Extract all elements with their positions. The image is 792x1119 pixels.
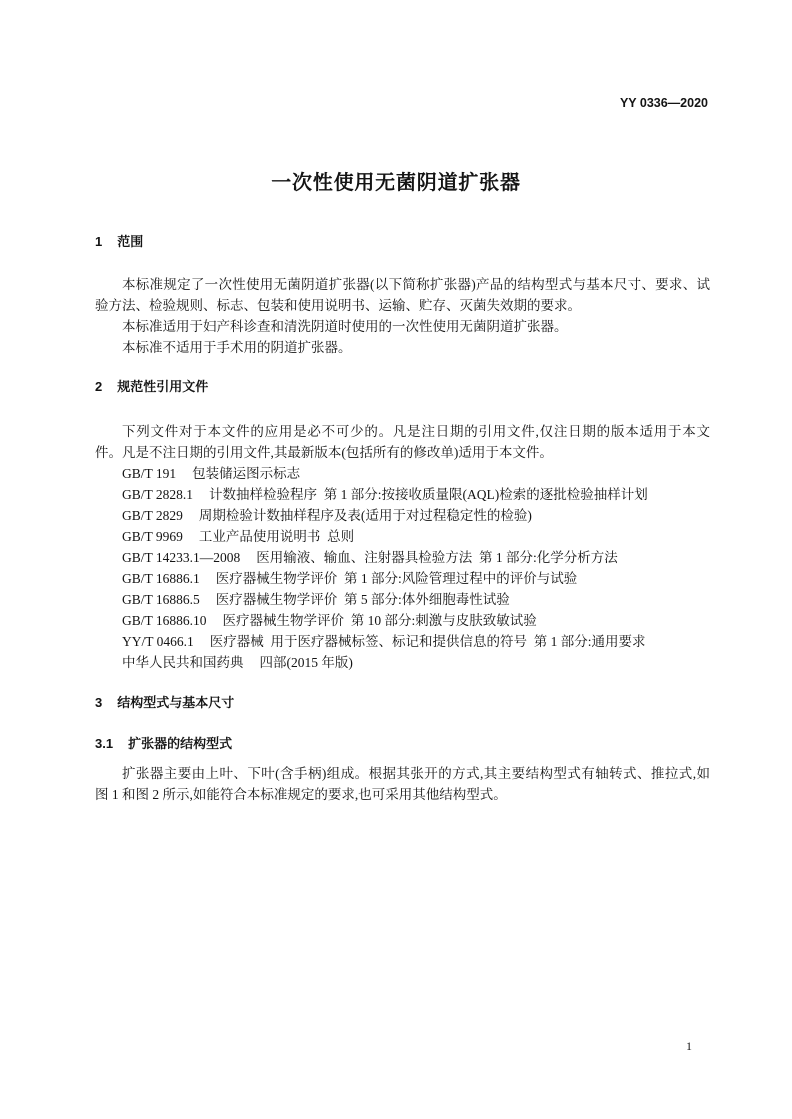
subsection-title: 扩张器的结构型式 xyxy=(128,736,233,751)
subsection-number: 3.1 xyxy=(95,736,114,751)
section-number: 1 xyxy=(95,234,103,249)
paragraph-line: 本标准不适用于手术用的阴道扩张器。 xyxy=(122,340,352,355)
reference-title: 医疗器械生物学评价 第 10 部分:刺激与皮肤致敏试验 xyxy=(222,613,537,628)
reference-item xyxy=(95,631,710,652)
reference-code: 中华人民共和国药典 xyxy=(122,655,244,670)
reference-title: 周期检验计数抽样程序及表(适用于对过程稳定性的检验) xyxy=(198,508,532,523)
reference-item xyxy=(95,589,710,610)
section-1-heading xyxy=(95,231,710,252)
reference-item xyxy=(95,547,710,568)
reference-code: GB/T 14233.1—2008 xyxy=(122,550,241,565)
document-body xyxy=(95,231,710,805)
reference-title: 四部(2015 年版) xyxy=(259,655,353,670)
reference-item xyxy=(95,505,710,526)
section-title: 规范性引用文件 xyxy=(117,379,209,394)
reference-title: 包装储运图示标志 xyxy=(192,466,301,481)
reference-item xyxy=(95,568,710,589)
reference-title: 医疗器械生物学评价 第 1 部分:风险管理过程中的评价与试验 xyxy=(215,571,578,586)
document-number: YY 0336—2020 xyxy=(619,96,708,110)
reference-code: GB/T 16886.5 xyxy=(122,592,200,607)
reference-item xyxy=(95,652,710,673)
reference-title: 医疗器械 用于医疗器械标签、标记和提供信息的符号 第 1 部分:通用要求 xyxy=(209,634,646,649)
reference-item xyxy=(95,526,710,547)
section-number: 2 xyxy=(95,379,103,394)
reference-item xyxy=(95,484,710,505)
section-2-text xyxy=(95,421,710,673)
reference-code: GB/T 16886.10 xyxy=(122,613,207,628)
section-title: 结构型式与基本尺寸 xyxy=(117,695,235,710)
reference-title: 工业产品使用说明书 总则 xyxy=(198,529,355,544)
section-number: 3 xyxy=(95,695,103,710)
section-title: 范围 xyxy=(117,234,144,249)
section-2-heading xyxy=(95,376,710,397)
subsection-3-1-text xyxy=(95,763,710,805)
paragraph-line: 扩张器主要由上叶、下叶(含手柄)组成。根据其张开的方式,其主要结构型式有轴转式、推拉式,如 xyxy=(122,766,710,781)
reference-title: 医疗器械生物学评价 第 5 部分:体外细胞毒性试验 xyxy=(215,592,510,607)
section-3-heading xyxy=(95,692,710,713)
paragraph-line: 本标准适用于妇产科诊查和清洗阴道时使用的一次性使用无菌阴道扩张器。 xyxy=(122,319,568,334)
reference-code: GB/T 2828.1 xyxy=(122,487,194,502)
paragraph-line: 本标准规定了一次性使用无菌阴道扩张器(以下简称扩张器)产品的结构型式与基本尺寸、要求、试 xyxy=(122,277,710,292)
paragraph-line: 下列文件对于本文件的应用是必不可少的。凡是注日期的引用文件,仅注日期的版本适用于本文 xyxy=(122,424,710,439)
reference-item xyxy=(95,463,710,484)
paragraph-line: 件。凡是不注日期的引用文件,其最新版本(包括所有的修改单)适用于本文件。 xyxy=(95,445,553,460)
reference-code: GB/T 2829 xyxy=(122,508,183,523)
reference-code: GB/T 191 xyxy=(122,466,177,481)
paragraph-line: 验方法、检验规则、标志、包装和使用说明书、运输、贮存、灭菌失效期的要求。 xyxy=(95,298,581,313)
section-1-text xyxy=(95,274,710,358)
reference-code: YY/T 0466.1 xyxy=(122,634,194,649)
document-title: 一次性使用无菌阴道扩张器 xyxy=(271,172,521,194)
reference-title: 计数抽样检验程序 第 1 部分:按接收质量限(AQL)检索的逐批检验抽样计划 xyxy=(209,487,648,502)
paragraph-line: 图 1 和图 2 所示,如能符合本标准规定的要求,也可采用其他结构型式。 xyxy=(95,787,507,802)
reference-code: GB/T 16886.1 xyxy=(122,571,200,586)
reference-item xyxy=(95,610,710,631)
reference-title: 医用输液、输血、注射器具检验方法 第 1 部分:化学分析方法 xyxy=(256,550,618,565)
page-number: 1 xyxy=(686,1039,692,1053)
reference-code: GB/T 9969 xyxy=(122,529,183,544)
subsection-3-1-heading xyxy=(95,733,710,754)
